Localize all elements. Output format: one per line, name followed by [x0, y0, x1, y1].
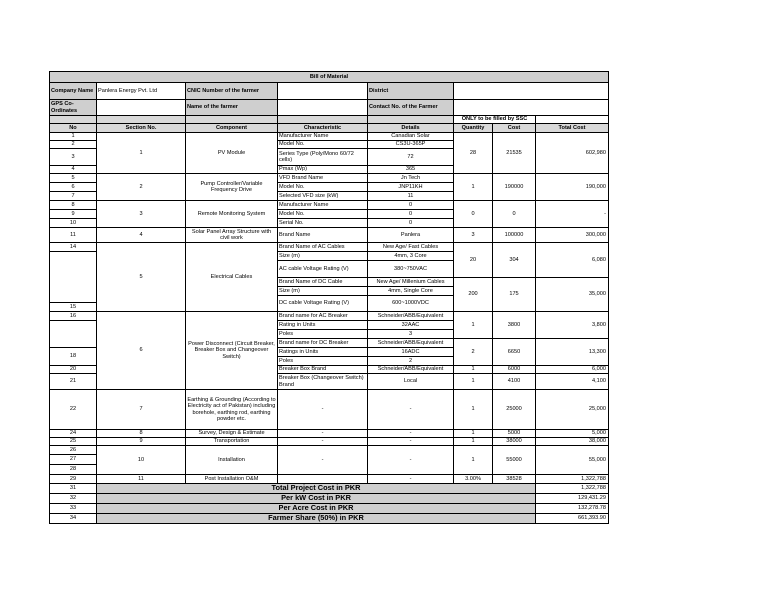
total-row: 34 Farmer Share (50%) in PKR 661,393.90 — [50, 514, 609, 524]
total-row: 33 Per Acre Cost in PKR 132,278.78 — [50, 504, 609, 514]
table-row: 28 — [50, 465, 609, 475]
table-row: 22 7 Earthing & Grounding (According to Electricity act of Pakistan) including borehole, earthing rod, earthing powder etc. - - 1 25000 25,000 — [50, 390, 609, 430]
table-row: Brand Name of DC Cable New Age/ Millenium Cables 200 175 35,000 — [50, 278, 609, 287]
cnic-value[interactable] — [278, 83, 368, 100]
bill-of-material-sheet — [49, 71, 609, 524]
total-project-cost-value: 1,322,788 — [536, 484, 609, 494]
bill-of-material-table — [49, 71, 609, 524]
farmer-name-value[interactable] — [278, 100, 368, 116]
column-header-row — [50, 124, 609, 133]
table-row: AC cable Voltage Rating (V) 380~750VAC — [50, 261, 609, 278]
col-section: Section No. — [97, 124, 186, 133]
col-cost: Cost — [493, 124, 536, 133]
cnic-label: CNIC Number of the farmer — [186, 83, 278, 100]
table-row: 21 Breaker Box (Changeover Switch) Brand Local 1 4100 4,100 — [50, 374, 609, 390]
table-row: 24 8 Survey, Design & Estimate - - 1 5000 5,000 — [50, 430, 609, 438]
table-row: 1 1 PV Module Manufacturer Name Canadian Solar 28 21535 602,980 — [50, 133, 609, 141]
table-row: Rating in Units 32AAC — [50, 321, 609, 330]
table-row: Size (m) 4mm, 3 Core — [50, 252, 609, 261]
table-row: 2 Model No. CS3U-365P — [50, 141, 609, 149]
table-row: 3 Series Type (Poly/Mono 60/72 cells) 72 — [50, 149, 609, 165]
table-row: 16 6 Power Disconnect (Circuit Breaker, Breaker Box and Changeover Switch) Brand name for AC Breaker Schneider/ABB/Equivalent 1 3800 3,800 — [50, 312, 609, 321]
farmer-share-label: Farmer Share (50%) in PKR — [97, 514, 536, 524]
col-no: No — [50, 124, 97, 133]
table-row: 5 2 Pump Controller/Variable Frequency Drive VFD Brand Name Jn Tech 1 190000 190,000 — [50, 174, 609, 183]
table-row: DC cable Voltage Rating (V) 600~1000VDC — [50, 296, 609, 303]
table-row: 7 Selected VFD size (kW) 11 — [50, 192, 609, 201]
table-row: 18 Ratings in Units 16ADC — [50, 348, 609, 357]
gps-value[interactable] — [97, 100, 186, 116]
table-row: 27 — [50, 455, 609, 465]
col-quantity: Quantity — [454, 124, 493, 133]
table-row: 10 Serial No. 0 — [50, 219, 609, 228]
ssc-note: ONLY to be filled by SSC — [454, 116, 536, 124]
table-row: 14 5 Electrical Cables Brand Name of AC Cables New Age/ Fast Cables 20 304 6,080 — [50, 243, 609, 252]
table-row: 11 4 Solar Panel Array Structure with civil work Brand Name Panlera 3 100000 300,000 — [50, 228, 609, 243]
total-row: 31 Total Project Cost in PKR 1,322,788 — [50, 484, 609, 494]
table-row: 25 9 Transportation - - 1 38000 38,000 — [50, 438, 609, 446]
total-project-cost-label: Total Project Cost in PKR — [97, 484, 536, 494]
company-value[interactable]: Panlera Energy Pvt. Ltd — [97, 83, 186, 100]
table-row: Poles 3 — [50, 330, 609, 339]
table-row: 9 Model No. 0 — [50, 210, 609, 219]
table-row: 29 11 Post Installation O&M - 3.00% 38528 1,322,788 — [50, 475, 609, 484]
farmer-share-value: 661,393.90 — [536, 514, 609, 524]
gps-label: GPS Co-Ordinates — [50, 100, 97, 116]
component-name: PV Module — [186, 133, 278, 174]
table-row: Size (m) 4mm, Single Core — [50, 287, 609, 296]
sheet-title: Bill of Material — [50, 72, 609, 83]
table-row: Poles 2 — [50, 357, 609, 366]
per-acre-cost-value: 132,278.78 — [536, 504, 609, 514]
section-number: 1 — [97, 133, 186, 174]
col-characteristic: Characteristic — [278, 124, 368, 133]
table-row: 8 3 Remote Monitoring System Manufacturer Name 0 0 0 - — [50, 201, 609, 210]
per-acre-cost-label: Per Acre Cost in PKR — [97, 504, 536, 514]
company-label: Company Name — [50, 83, 97, 100]
table-row: Brand name for DC Breaker Schneider/ABB/Equivalent 2 6650 13,300 — [50, 339, 609, 348]
total-row: 32 Per kW Cost in PKR 129,431.29 — [50, 494, 609, 504]
per-kw-cost-label: Per kW Cost in PKR — [97, 494, 536, 504]
district-label: District — [368, 83, 454, 100]
contact-value[interactable] — [454, 100, 609, 116]
farmer-name-label: Name of the farmer — [186, 100, 278, 116]
table-row: 20 Breaker Box Brand Schneider/ABB/Equivalent 1 6000 6,000 — [50, 366, 609, 374]
col-component: Component — [186, 124, 278, 133]
district-value[interactable] — [454, 83, 609, 100]
table-row: 15 — [50, 303, 609, 312]
table-row: 6 Model No. JNP11KH — [50, 183, 609, 192]
table-row: 4 Pmax (Wp) 365 — [50, 166, 609, 174]
col-details: Details — [368, 124, 454, 133]
col-total: Total Cost — [536, 124, 609, 133]
per-kw-cost-value: 129,431.29 — [536, 494, 609, 504]
table-row: 26 10 Installation - - 1 55000 55,000 — [50, 446, 609, 455]
contact-label: Contact No. of the Farmer — [368, 100, 454, 116]
